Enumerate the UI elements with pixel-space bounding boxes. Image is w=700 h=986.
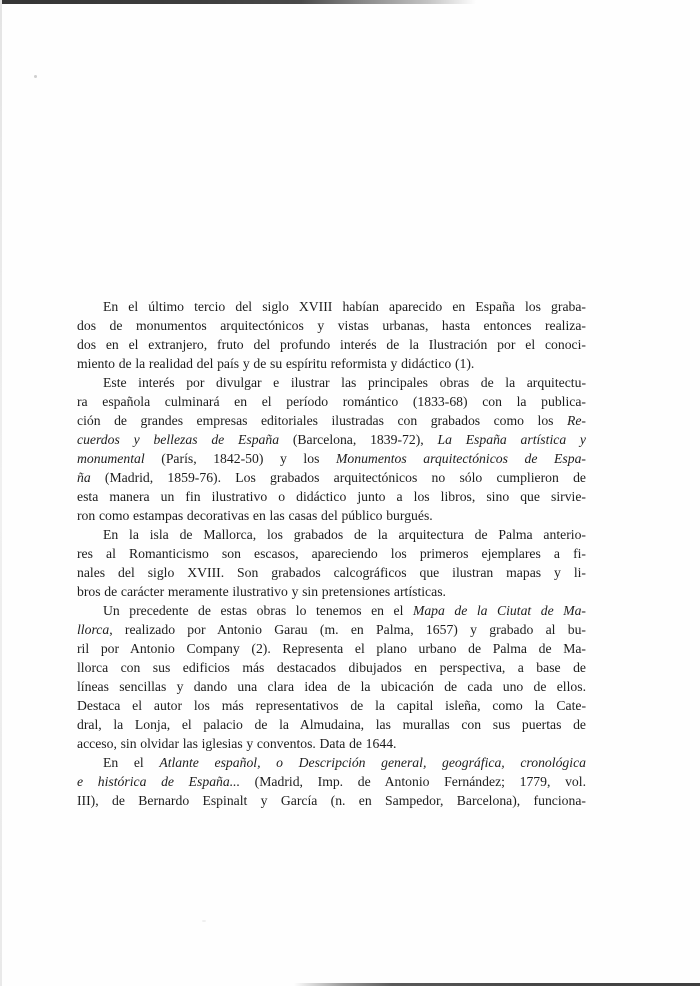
text-line xyxy=(77,791,586,810)
scan-speck xyxy=(202,920,206,922)
text-line xyxy=(77,468,586,487)
text-segment: (Barcelona, 1839-72), xyxy=(279,432,438,447)
italic-text-segment: ña xyxy=(77,470,91,485)
text-segment: ron como estampas decorativas en las casas del público burgués. xyxy=(77,508,433,523)
text-line xyxy=(77,582,586,601)
text-segment: Destaca el autor los más representativos de la capital isleña, como la Cate- xyxy=(77,698,586,713)
text-line xyxy=(77,297,586,316)
text-segment: (París, 1842-50) y los xyxy=(144,451,336,466)
text-segment: ra española culminará en el período romántico (1833-68) con la publica- xyxy=(77,394,586,409)
text-line xyxy=(77,487,586,506)
italic-text-segment: e histórica de España... xyxy=(77,774,241,789)
text-line xyxy=(77,544,586,563)
text-line xyxy=(77,601,586,620)
text-segment: res al Romanticismo son escasos, apareciendo los primeros ejemplares a fi- xyxy=(77,546,586,561)
text-line xyxy=(77,696,586,715)
text-segment: esta manera un fin ilustrativo o didáctico junto a los libros, sino que sirvie- xyxy=(77,489,586,504)
text-line xyxy=(77,620,586,639)
text-line xyxy=(77,411,586,430)
text-line xyxy=(77,449,586,468)
text-line xyxy=(77,430,586,449)
text-segment: En la isla de Mallorca, los grabados de la arquitectura de Palma anterio- xyxy=(103,527,586,542)
text-segment: (Madrid, Imp. de Antonio Fernández; 1779, vol. xyxy=(240,774,586,789)
text-line xyxy=(77,658,586,677)
text-segment: bros de carácter meramente ilustrativo y sin pretensiones artísticas. xyxy=(77,584,446,599)
text-segment: Este interés por divulgar e ilustrar las principales obras de la arquitectu- xyxy=(103,375,586,390)
text-segment: Un precedente de estas obras lo tenemos en el xyxy=(103,603,413,618)
italic-text-segment: Atlante español, o Descripción general, geográfica, cronológica xyxy=(159,755,586,770)
italic-text-segment: llorca xyxy=(77,622,110,637)
text-line xyxy=(77,677,586,696)
text-segment: III), de Bernardo Espinalt y García (n. en Sampedor, Barcelona), funciona- xyxy=(77,793,586,808)
scan-edge-left xyxy=(0,0,2,986)
italic-text-segment: Monumentos arquitectónicos de Espa- xyxy=(336,451,586,466)
text-line xyxy=(77,506,586,525)
italic-text-segment: La España artística y xyxy=(437,432,587,447)
text-line xyxy=(77,563,586,582)
text-line xyxy=(77,316,586,335)
scan-edge-top xyxy=(0,0,700,4)
text-line xyxy=(77,335,586,354)
text-line xyxy=(77,639,586,658)
text-segment: acceso, sin olvidar las iglesias y conventos. Data de 1644. xyxy=(77,736,397,751)
text-line xyxy=(77,772,586,791)
text-segment: ril por Antonio Company (2). Representa el plano urbano de Palma de Ma- xyxy=(77,641,586,656)
italic-text-segment: cuerdos y bellezas de España xyxy=(77,432,280,447)
text-segment: , realizado por Antonio Garau (m. en Palma, 1657) y grabado al bu- xyxy=(109,622,586,637)
text-segment: ción de grandes empresas editoriales ilustradas con grabados como los xyxy=(77,413,567,428)
text-line xyxy=(77,373,586,392)
text-segment: En el xyxy=(103,755,160,770)
text-segment: En el último tercio del siglo XVIII habían aparecido en España los graba- xyxy=(103,299,586,314)
italic-text-segment: Re- xyxy=(567,413,586,428)
text-segment: miento de la realidad del país y de su espíritu reformista y didáctico (1). xyxy=(77,356,475,371)
text-segment: nales del siglo XVIII. Son grabados calcográficos que ilustran mapas y li- xyxy=(77,565,586,580)
text-line xyxy=(77,354,586,373)
text-segment: dos de monumentos arquitectónicos y vistas urbanas, hasta entonces realiza- xyxy=(77,318,586,333)
body-text xyxy=(77,297,586,810)
text-segment: llorca con sus edificios más destacados dibujados en perspectiva, a base de xyxy=(77,660,586,675)
text-segment: dral, la Lonja, el palacio de la Almudaina, las murallas con sus puertas de xyxy=(77,717,586,732)
scan-speck xyxy=(34,75,37,78)
text-segment: dos en el extranjero, fruto del profundo interés de la Ilustración por el conoci- xyxy=(77,337,586,352)
italic-text-segment: monumental xyxy=(77,451,145,466)
text-line xyxy=(77,525,586,544)
text-line xyxy=(77,753,586,772)
text-segment: (Madrid, 1859-76). Los grabados arquitectónicos no sólo cumplieron de xyxy=(90,470,586,485)
italic-text-segment: Mapa de la Ciutat de Ma- xyxy=(412,603,586,618)
text-line xyxy=(77,392,586,411)
text-line xyxy=(77,715,586,734)
text-line xyxy=(77,734,586,753)
text-segment: líneas sencillas y dando una clara idea de la ubicación de cada uno de ellos. xyxy=(77,679,586,694)
